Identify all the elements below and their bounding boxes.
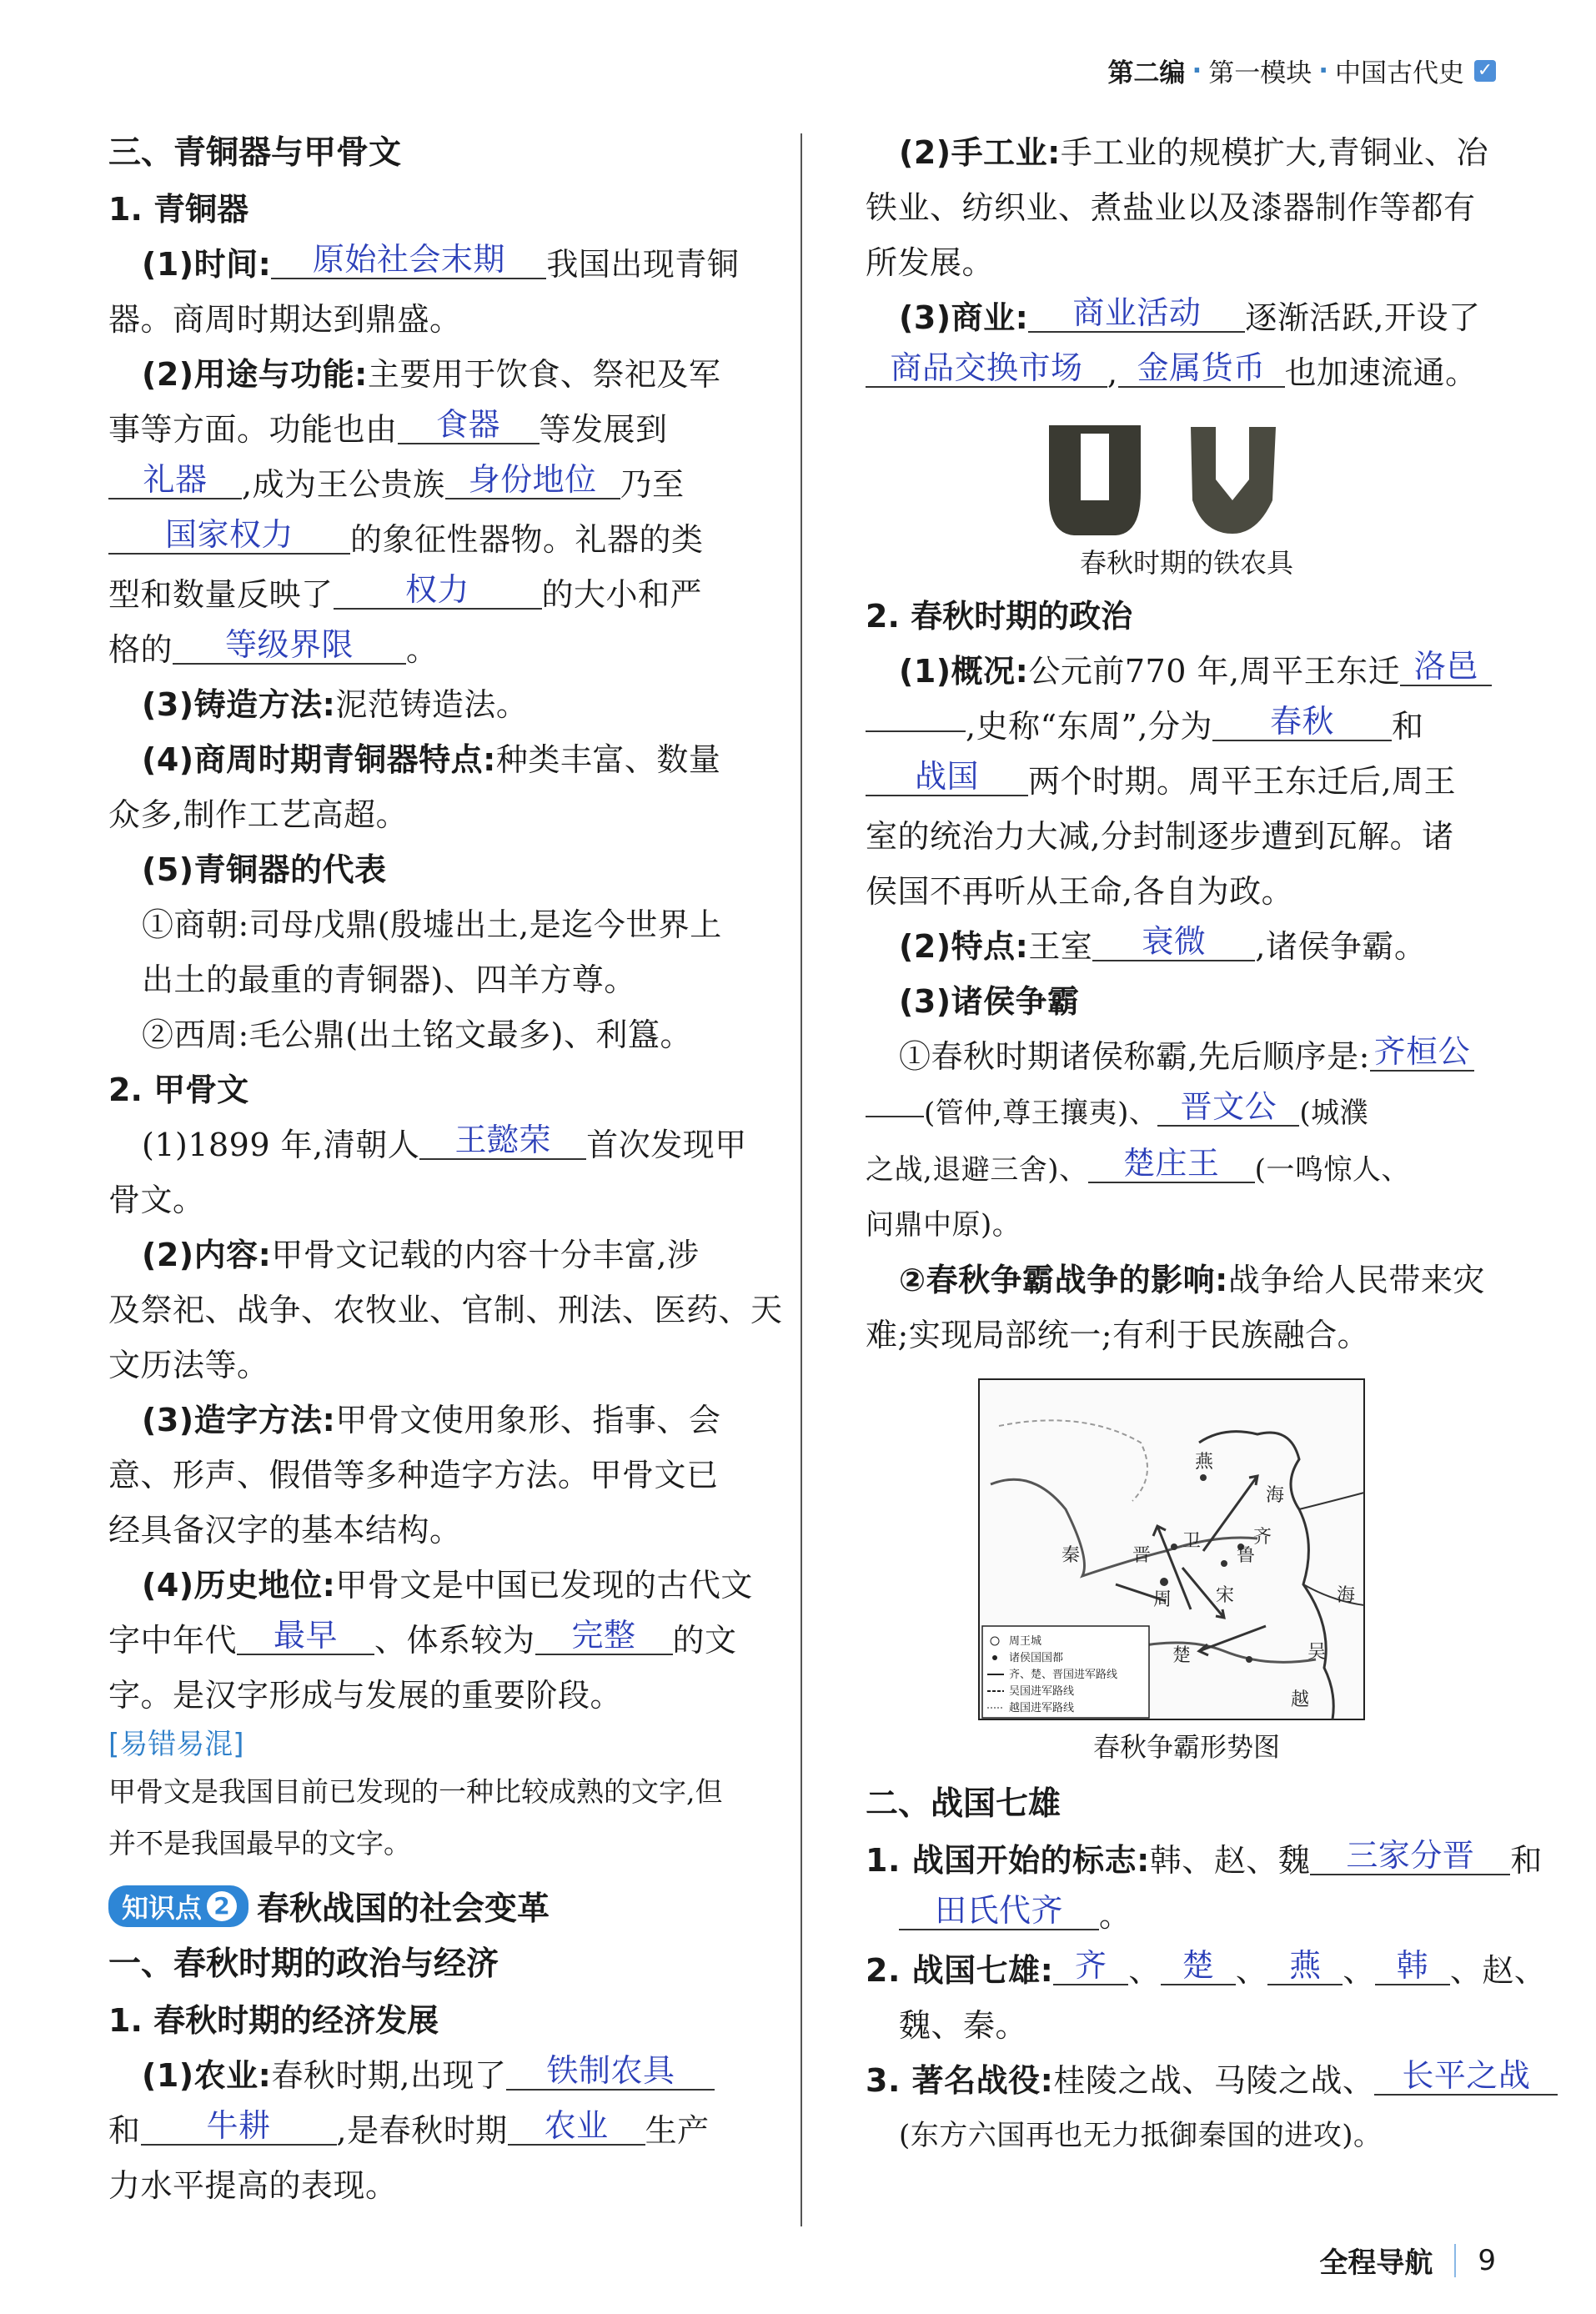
- knowledge-point-title: 春秋战国的社会变革: [257, 1890, 550, 1928]
- map-label-lu: 鲁: [1237, 1545, 1256, 1566]
- answer-blank[interactable]: 齐: [1053, 1947, 1128, 1985]
- error-prone-tag: [易错易混]: [108, 1728, 244, 1761]
- text-line: (4)商周时期青铜器特点:种类丰富、数量: [142, 741, 721, 778]
- answer-blank[interactable]: 商品交换市场: [866, 349, 1107, 388]
- text-line: 力水平提高的表现。: [108, 2167, 398, 2204]
- header-part: 第二编: [1107, 58, 1186, 88]
- section-title: 一、春秋时期的政治与经济: [108, 1945, 499, 1983]
- text-line: 型和数量反映了 权力 的大小和严: [108, 571, 703, 613]
- right-column: [866, 125, 1547, 2163]
- header-sep2: ·: [1318, 55, 1328, 86]
- text-line: 礼器 ,成为王公贵族 身份地位 乃至: [108, 457, 767, 512]
- text-line: 难;实现局部统一;有利于民族融合。: [866, 1317, 1370, 1353]
- text-line: 国家权力 的象征性器物。礼器的类: [108, 512, 767, 567]
- section-title: 三、青铜器与甲骨文: [108, 134, 402, 172]
- text-line: 1. 战国开始的标志:韩、赵、魏 三家分晋 和: [866, 1837, 1543, 1879]
- legend-item: 越国进军路线: [1009, 1702, 1075, 1714]
- map-label-sea: 海: [1266, 1485, 1285, 1506]
- answer-blank[interactable]: 衰微: [1092, 923, 1255, 961]
- note-line: 甲骨文是我国目前已发现的一种比较成熟的文字,但: [108, 1775, 723, 1808]
- map-label-qin: 秦: [1061, 1545, 1081, 1566]
- item-title: 1. 青铜器: [108, 191, 249, 228]
- answer-blank[interactable]: 农业: [508, 2107, 645, 2146]
- map-caption: 春秋争霸形势图: [1092, 1731, 1280, 1763]
- text-line: 骨文。: [108, 1182, 205, 1218]
- text-line: (2)内容:甲骨文记载的内容十分丰富,涉: [142, 1237, 700, 1273]
- text-line: 室的统治力大减,分封制逐步遭到瓦解。诸: [866, 818, 1454, 855]
- answer-blank[interactable]: 燕: [1267, 1947, 1343, 1985]
- text-line: 问鼎中原)。: [866, 1208, 1021, 1242]
- text-line: (1)农业:春秋时期,出现了 铁制农具: [108, 2048, 767, 2103]
- text-line: (管仲,尊王攘夷)、 晋文公 (城濮: [866, 1084, 1508, 1141]
- text-line: (3)铸造方法:泥范铸造法。: [142, 686, 529, 723]
- answer-blank[interactable]: 权力: [334, 571, 542, 610]
- header-course: 中国古代史: [1335, 58, 1464, 88]
- text-line: 字中年代 最早 、体系较为 完整 的文: [108, 1617, 737, 1659]
- text-line: 出土的最重的青铜器)、四羊方尊。: [142, 961, 636, 998]
- section-title: 二、战国七雄: [866, 1785, 1061, 1823]
- text-line: 文历法等。: [108, 1347, 269, 1383]
- answer-blank[interactable]: 完整: [535, 1617, 673, 1655]
- spring-autumn-map: [866, 1376, 1508, 1726]
- answer-blank[interactable]: 晋文公: [1157, 1088, 1299, 1127]
- text-line: ②西周:毛公鼎(出土铭文最多)、利簋。: [142, 1016, 692, 1053]
- answer-blank[interactable]: 春秋: [1212, 703, 1392, 741]
- map-label-song: 宋: [1216, 1585, 1235, 1606]
- text-line: 所发展。: [866, 244, 995, 281]
- text-line: (3)造字方法:甲骨文使用象形、指事、会: [142, 1402, 721, 1438]
- text-line: (3)诸侯争霸: [899, 983, 1080, 1020]
- item-title: 1. 春秋时期的经济发展: [108, 2002, 439, 2039]
- answer-blank[interactable]: [866, 1116, 924, 1117]
- text-line: (2)特点:王室 衰微 ,诸侯争霸。: [899, 923, 1427, 965]
- map-label-wei: 卫: [1182, 1531, 1202, 1552]
- answer-blank[interactable]: 国家权力: [108, 516, 350, 555]
- answer-blank[interactable]: 原始社会末期: [271, 241, 546, 279]
- text-line: 众多,制作工艺高超。: [108, 796, 409, 833]
- text-line: 经具备汉字的基本结构。: [108, 1512, 462, 1549]
- text-line: 战国 两个时期。周平王东迁后,周王: [866, 754, 1508, 809]
- map-label-wu: 吴: [1307, 1642, 1327, 1663]
- answer-blank[interactable]: [866, 730, 966, 732]
- item-title: 2. 春秋时期的政治: [866, 598, 1133, 635]
- answer-blank[interactable]: 楚: [1161, 1947, 1236, 1985]
- item-title: 2. 甲骨文: [108, 1072, 249, 1108]
- answer-blank[interactable]: 等级界限: [173, 626, 406, 665]
- text-line: 字。是汉字形成与发展的重要阶段。: [108, 1677, 623, 1714]
- answer-blank[interactable]: 韩: [1375, 1947, 1450, 1985]
- text-line: 侯国不再听从王命,各自为政。: [866, 873, 1294, 910]
- image-caption: 春秋时期的铁农具: [1079, 547, 1293, 579]
- text-line: 及祭祀、战争、农牧业、官制、刑法、医药、天: [108, 1292, 783, 1328]
- footer-brand: 全程导航: [1319, 2246, 1433, 2280]
- answer-blank[interactable]: 商业活动: [1028, 294, 1245, 333]
- legend-item: 吴国进军路线: [1009, 1685, 1075, 1698]
- answer-blank[interactable]: 金属货币: [1118, 349, 1285, 388]
- text-line: ①商朝:司母戊鼎(殷墟出土,是迄今世界上: [142, 906, 722, 943]
- text-line: (3)商业: 商业活动 逐渐活跃,开设了: [899, 294, 1481, 336]
- text-line: 和 牛耕 ,是春秋时期 农业 生产: [108, 2107, 710, 2149]
- left-column: [108, 125, 783, 2213]
- text-line: (5)青铜器的代表: [142, 851, 387, 888]
- text-line: 器。商周时期达到鼎盛。: [108, 301, 462, 338]
- text-line: (4)历史地位:甲骨文是中国已发现的古代文: [142, 1567, 753, 1604]
- column-divider: [801, 133, 802, 2226]
- answer-blank[interactable]: 齐桓公: [1370, 1033, 1474, 1072]
- map-label-yue: 越: [1291, 1689, 1310, 1710]
- page-number: 9: [1478, 2243, 1496, 2277]
- text-line: ①春秋时期诸侯称霸,先后顺序是: 齐桓公: [866, 1029, 1508, 1084]
- text-line: 事等方面。功能也由 食器 等发展到: [108, 406, 668, 448]
- text-line: (1)概况:公元前770 年,周平王东迁 洛邑: [866, 644, 1508, 699]
- answer-blank[interactable]: 礼器: [108, 461, 242, 499]
- page-header: [1107, 52, 1496, 89]
- answer-blank[interactable]: 三家分晋: [1310, 1837, 1510, 1875]
- map-label-yan: 燕: [1195, 1452, 1214, 1473]
- text-line: (2)手工业:手工业的规模扩大,青铜业、冶: [899, 134, 1488, 171]
- page-footer: [1319, 2240, 1496, 2281]
- header-module: 第一模块: [1208, 58, 1312, 88]
- text-line: 之战,退避三舍)、 楚庄王 (一鸣惊人、: [866, 1145, 1410, 1187]
- map-label-qi: 齐: [1253, 1527, 1272, 1548]
- answer-blank[interactable]: 食器: [398, 406, 540, 444]
- text-line: (1)1899 年,清朝人 王懿荣 首次发现甲: [142, 1122, 747, 1163]
- answer-blank[interactable]: 长平之战: [1374, 2057, 1558, 2096]
- text-line: 田氏代齐 。: [866, 1888, 1508, 1943]
- hegemony-map: [866, 1376, 1508, 1726]
- legend-item: 齐、楚、晋国进军路线: [1009, 1669, 1118, 1681]
- legend-item: 诸侯国国都: [1009, 1652, 1064, 1664]
- note-line: 并不是我国最早的文字。: [108, 1827, 411, 1860]
- answer-blank[interactable]: 田氏代齐: [899, 1892, 1099, 1930]
- answer-blank[interactable]: 王懿荣: [419, 1122, 586, 1160]
- header-sep: ·: [1192, 55, 1202, 86]
- map-label-sea2: 海: [1337, 1585, 1356, 1606]
- knowledge-point-heading: [108, 1883, 767, 1930]
- map-label-jin: 晋: [1132, 1545, 1152, 1566]
- answer-blank[interactable]: 最早: [237, 1617, 374, 1655]
- map-label-zhou: 周: [1153, 1589, 1172, 1610]
- text-line: 格的 等级界限 。: [108, 626, 439, 668]
- text-line: 铁业、纺织业、煮盐业以及漆器制作等都有: [866, 189, 1476, 226]
- answer-blank[interactable]: 身份地位: [445, 461, 620, 499]
- text-line: (2)用途与功能:主要用于饮食、祭祀及军: [142, 356, 721, 393]
- check-icon: ✓: [1474, 60, 1496, 82]
- map-label-chu: 楚: [1172, 1645, 1192, 1666]
- answer-blank[interactable]: 洛邑: [1400, 648, 1492, 686]
- answer-blank[interactable]: 战国: [866, 758, 1028, 796]
- legend-item: 周王城: [1009, 1635, 1042, 1648]
- text-line: (东方六国再也无力抵御秦国的进攻)。: [899, 2119, 1383, 2152]
- answer-blank[interactable]: 牛耕: [141, 2107, 337, 2146]
- text-line: 2. 战国七雄: 齐 、 楚 、 燕 、 韩 、赵、: [866, 1947, 1547, 1989]
- text-line: 商品交换市场 , 金属货币 也加速流通。: [866, 345, 1508, 400]
- text-line: ,史称“东周”,分为 春秋 和: [866, 699, 1508, 754]
- answer-blank[interactable]: 楚庄王: [1088, 1145, 1255, 1183]
- footer-divider: [1454, 2244, 1456, 2277]
- text-line: ②春秋争霸战争的影响:战争给人民带来灾: [899, 1262, 1485, 1298]
- text-line: (1)时间: 原始社会末期 我国出现青铜: [142, 241, 740, 283]
- answer-blank[interactable]: 铁制农具: [506, 2052, 715, 2091]
- knowledge-point-badge: 知识点 2: [108, 1885, 248, 1927]
- text-line: 意、形声、假借等多种造字方法。甲骨文已: [108, 1457, 719, 1493]
- iron-tools-image: [866, 409, 1508, 542]
- text-line: 3. 著名战役:桂陵之战、马陵之战、 长平之战: [866, 2053, 1508, 2108]
- text-line: 魏、秦。: [899, 2007, 1028, 2044]
- iron-tools-illustration: [866, 409, 1508, 542]
